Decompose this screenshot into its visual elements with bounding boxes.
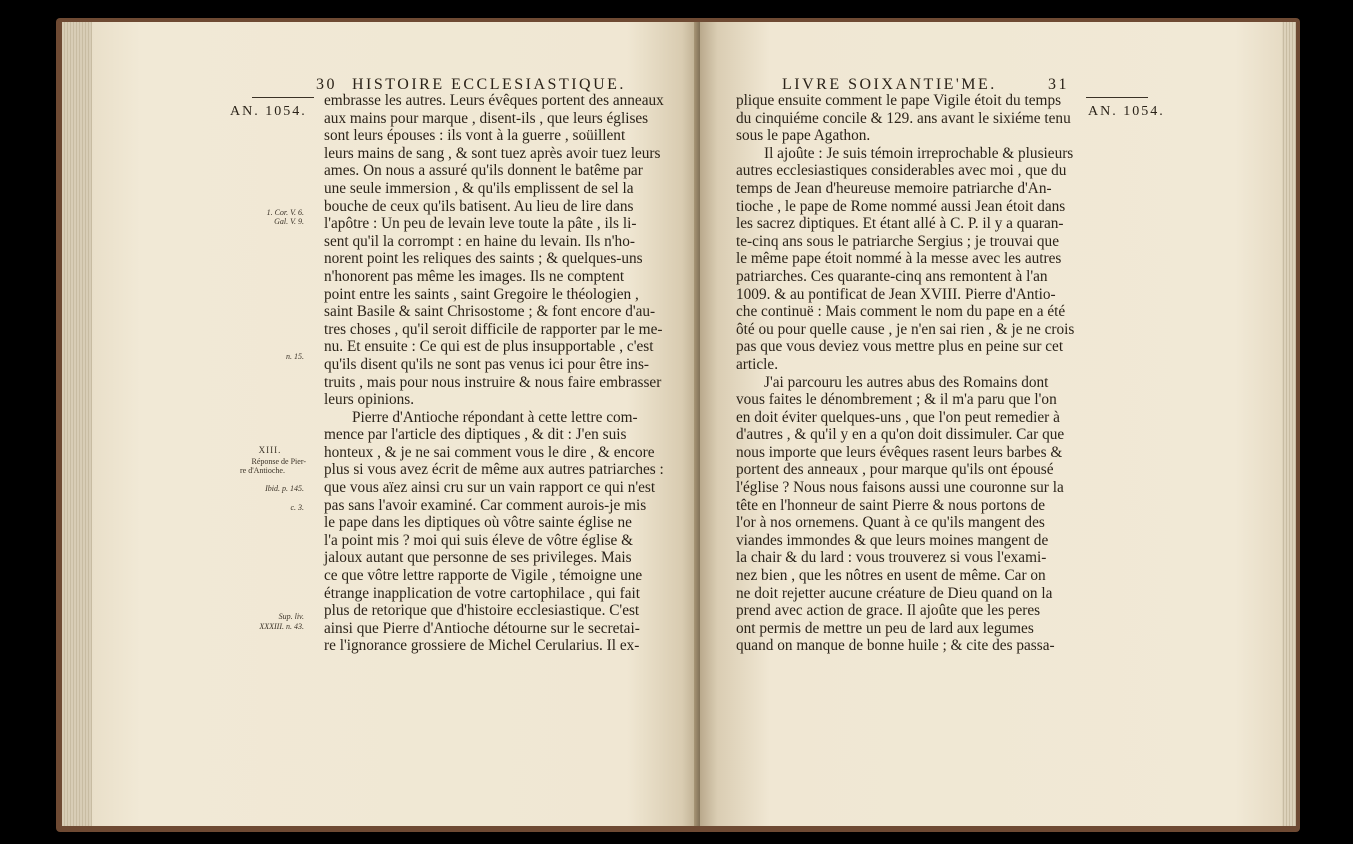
margin-note-c3: c. 3. [290,503,304,512]
text-line: truits , mais pour nous instruire & nous faire embrasser [324,373,662,391]
text-line: Pierre d'Antioche répondant à cette lettre com- [352,408,638,426]
text-line: quand on manque de bonne huile ; & cite des passa- [736,637,1055,655]
text-line: le pape dans les diptiques où vôtre sainte église ne [324,514,632,532]
text-line: leurs opinions. [324,391,415,409]
text-line: en doit éviter quelques-uns , que l'on peut remedier à [736,408,1060,426]
year-label-left: AN. 1054. [230,104,307,119]
text-line: sont leurs épouses : ils vont à la guerre , soüillent [324,127,626,145]
text-line: temps de Jean d'heureuse memoire patriarche d'An- [736,179,1052,197]
page-edges-right [1280,22,1296,826]
text-line: tête en l'honneur de saint Pierre & nous portons de [736,496,1046,514]
text-line: jaloux autant que personne de ses privileges. Mais [324,549,632,567]
text-line: n'honorent pas même les images. Ils ne comptent [324,267,625,285]
text-line: ont permis de mettre un peu de lard aux legumes [736,619,1034,637]
text-line: 1009. & au pontificat de Jean XVIII. Pierre d'Antio- [736,285,1056,303]
text-line: ames. On nous a assuré qu'ils donnent le batême par [324,162,643,180]
text-line: tres choses , qu'il seroit difficile de rapporter par le me- [324,320,663,338]
text-line: l'or à nos ornemens. Quant à ce qu'ils mangent des [736,514,1045,532]
right-body-text [736,92,1084,655]
right-page [700,22,1282,826]
text-line: bouche de ceux qu'ils batisent. Au lieu de lire dans [324,197,634,215]
left-body-text [324,92,694,655]
text-line: norent point les reliques des saints ; & quelques-uns [324,250,643,268]
text-line: sent qu'il la corrompt : en haine du levain. Ils n'ho- [324,232,635,250]
text-line: plus de retorique que d'histoire ecclesiastique. C'est [324,602,640,620]
text-line: ce que vôtre lettre rapporte de Vigile , témoigne une [324,567,643,585]
text-line: plique ensuite comment le pape Vigile étoit du temps [736,92,1062,109]
text-line: une seule immersion , & qu'ils emplissent de sel la [324,179,634,197]
text-line: pas sans l'avoir examiné. Car comment aurois-je mis [324,496,647,514]
text-line: J'ai parcouru les autres abus des Romains dont [764,373,1049,391]
text-line: mence par l'article des diptiques , & dit : J'en suis [324,426,627,444]
margin-note-gal: Gal. V. 9. [274,217,304,226]
text-line: che continuë : Mais comment le nom du pape en a été [736,303,1066,321]
text-line: portent des anneaux , pour marque qu'ils ont épousé [736,461,1054,479]
text-line: nez bien , que les nôtres en usent de même. Car on [736,567,1046,585]
text-line: l'a point mis ? moi qui suis éleve de vôtre église & [324,531,634,549]
text-line: les sacrez diptiques. Et étant allé à C. P. il y a quaran- [736,215,1064,233]
page-edges-left [62,22,94,826]
year-rule-top [252,97,314,98]
running-title-left: HISTOIRE ECCLESIASTIQUE. [352,76,626,93]
text-line: ne doit rejetter aucune créature de Dieu quand on la [736,584,1053,602]
text-line: le même pape étoit nommé à la messe avec les autres [736,250,1062,268]
section-number: XIII. [258,445,282,455]
text-line: l'apôtre : Un peu de levain leve toute la pâte , ils li- [324,215,637,233]
running-title-right: LIVRE SOIXANTIE'ME. [782,76,997,93]
text-line: tioche , le pape de Rome nommé aussi Jean étoit dans [736,197,1066,215]
page-number-right: 31 [1048,76,1069,93]
year-label-right: AN. 1054. [1088,104,1165,119]
text-line: sous le pape Agathon. [736,127,871,145]
year-rule-top-right [1086,97,1148,98]
text-line: du cinquiéme concile & 129. ans avant le sixiéme tenu [736,109,1071,127]
text-line: embrasse les autres. Leurs évêques portent des anneaux [324,92,664,109]
text-line: plus si vous avez écrit de même aux autres patriarches : [324,461,664,479]
left-page [92,22,700,826]
page-number-left: 30 [316,76,337,93]
text-line: l'église ? Nous nous faisons aussi une couronne sur la [736,479,1064,497]
text-line: viandes immondes & que leurs moines mangent de [736,531,1049,549]
text-line: qu'ils disent qu'ils ne sont pas venus ici pour être ins- [324,355,650,373]
text-line: autres ecclesiastiques considerables avec moi , que du [736,162,1067,180]
text-line: d'autres , & qu'il y en a qu'on doit dissimuler. Car que [736,426,1065,444]
text-line: prend avec action de grace. Il ajoûte que les peres [736,602,1041,620]
text-line: la chair & du lard : vous trouverez si vous l'exami- [736,549,1047,567]
text-line: honteux , & je ne sai comment vous le dire , & encore [324,443,655,461]
margin-note-response-1: Réponse de Pier- [251,457,306,466]
text-line: que vous aïez ainsi cru sur un vain rapport ce qui n'est [324,479,656,497]
text-line: te-cinq ans sous le patriarche Sergius ; je trouvai que [736,232,1059,250]
text-line: re l'ignorance grossiere de Michel Cerularius. Il ex- [324,637,640,655]
margin-note-n15: n. 15. [286,352,304,361]
text-line: vous faites le dénombrement ; & il m'a paru que l'on [736,391,1057,409]
text-line: Il ajoûte : Je suis témoin irreprochable & plusieurs [764,144,1074,162]
margin-note-cor: 1. Cor. V. 6. [266,208,304,217]
text-line: patriarches. Ces quarante-cinq ans remontent à l'an [736,267,1048,285]
text-line: aux mains pour marque , disent-ils , que leurs églises [324,109,649,127]
text-line: nous importe que leurs évêques rasent leurs barbes & [736,443,1063,461]
text-line: pas que vous deviez vous mettre plus en peine sur cet [736,338,1064,356]
margin-note-sup-2: XXXIII. n. 43. [259,622,304,631]
text-line: ainsi que Pierre d'Antioche détourne sur le secretai- [324,619,640,637]
text-line: nu. Et ensuite : Ce qui est de plus insupportable , c'est [324,338,654,356]
text-line: point entre les saints , saint Gregoire le théologien , [324,285,639,303]
margin-note-ibid: Ibid. p. 145. [265,484,304,493]
text-line: étrange inapplication de votre cartophilace , qui fait [324,584,640,602]
text-line: saint Basile & saint Chrisostome ; & font encore d'au- [324,303,656,321]
margin-note-sup-1: Sup. liv. [278,612,304,621]
margin-note-response-2: re d'Antioche. [240,466,285,475]
text-line: leurs mains de sang , & sont tuez après avoir tuez leurs [324,144,661,162]
text-line: article. [736,355,779,373]
text-line: ôté ou pour quelle cause , je n'en sai rien , & je ne crois [736,320,1075,338]
